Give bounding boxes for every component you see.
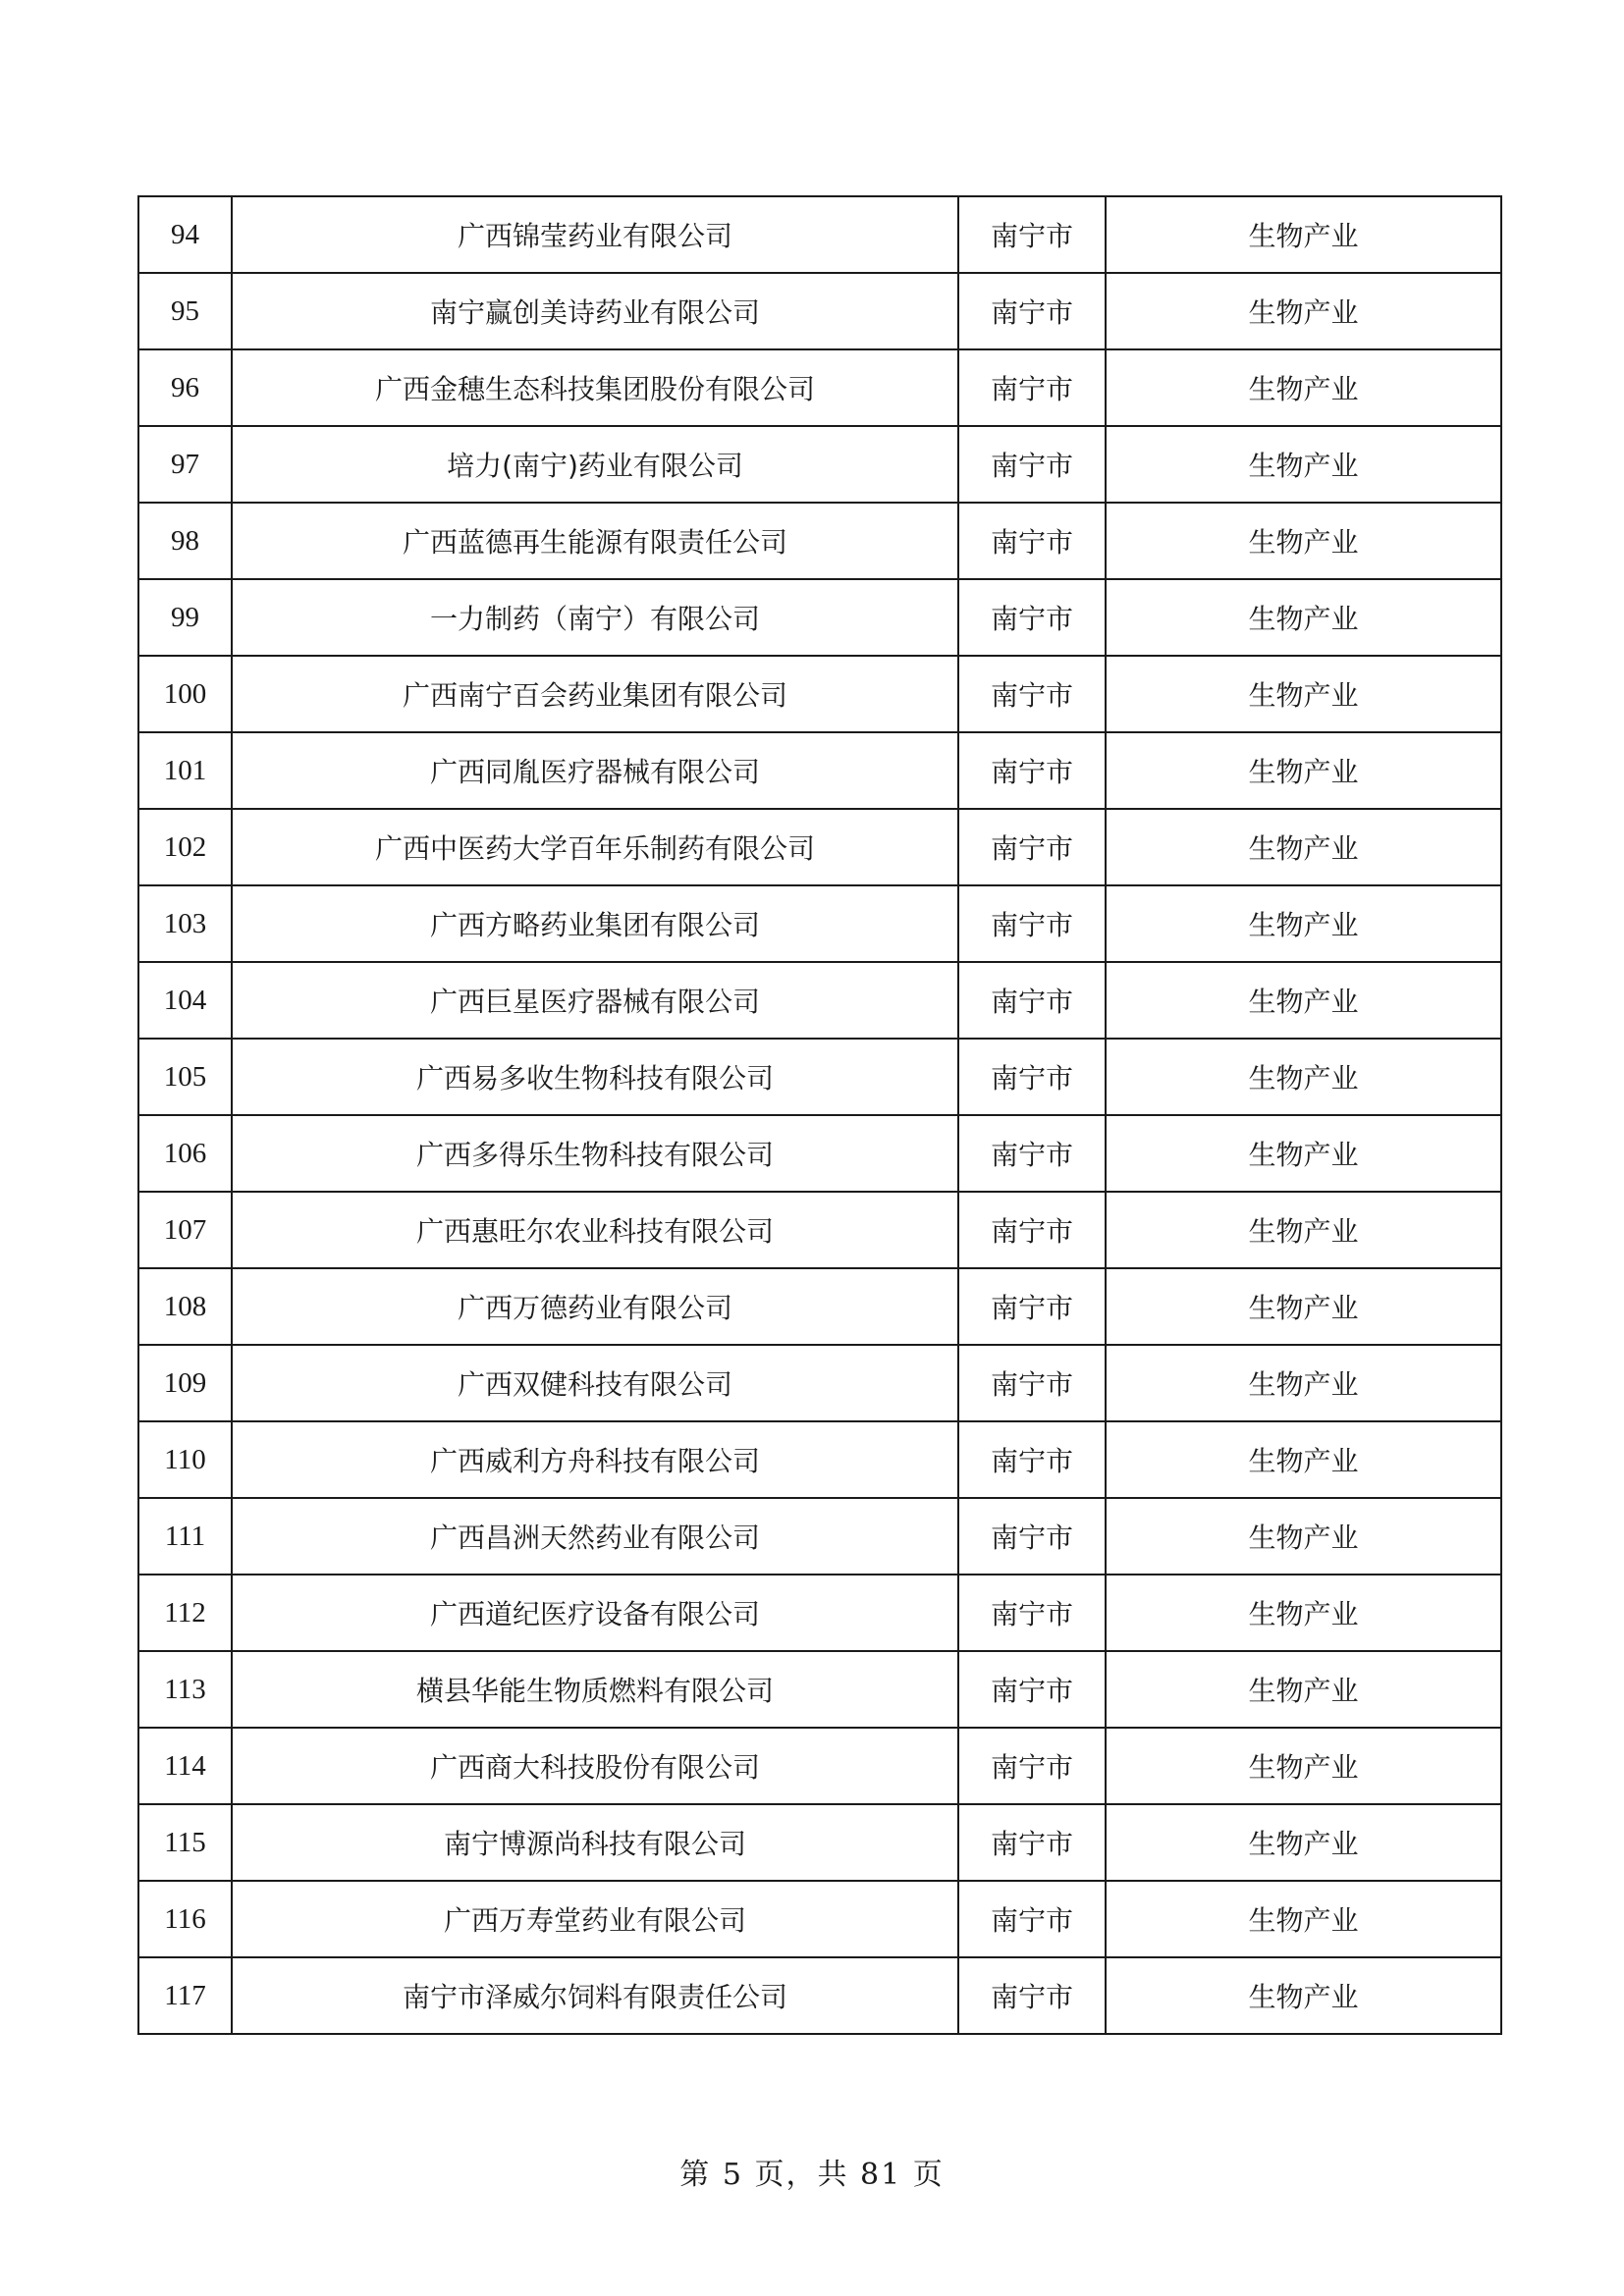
cell-city: 南宁市 — [958, 1039, 1106, 1115]
cell-industry: 生物产业 — [1106, 196, 1501, 273]
cell-industry: 生物产业 — [1106, 732, 1501, 809]
cell-city: 南宁市 — [958, 1345, 1106, 1421]
cell-industry: 生物产业 — [1106, 273, 1501, 349]
table-row — [138, 1115, 1501, 1192]
cell-company-name: 广西中医药大学百年乐制药有限公司 — [232, 809, 958, 885]
cell-company-name: 南宁博源尚科技有限公司 — [232, 1804, 958, 1881]
cell-company-name: 广西锦莹药业有限公司 — [232, 196, 958, 273]
table-row — [138, 1728, 1501, 1804]
cell-serial-number: 109 — [138, 1345, 232, 1421]
cell-serial-number: 107 — [138, 1192, 232, 1268]
table-row — [138, 1498, 1501, 1575]
cell-industry: 生物产业 — [1106, 1268, 1501, 1345]
cell-industry: 生物产业 — [1106, 1651, 1501, 1728]
cell-city: 南宁市 — [958, 1575, 1106, 1651]
cell-serial-number: 95 — [138, 273, 232, 349]
cell-industry: 生物产业 — [1106, 1881, 1501, 1957]
table-row — [138, 426, 1501, 503]
table-row — [138, 962, 1501, 1039]
cell-company-name: 广西道纪医疗设备有限公司 — [232, 1575, 958, 1651]
cell-industry: 生物产业 — [1106, 656, 1501, 732]
cell-serial-number: 102 — [138, 809, 232, 885]
table-row — [138, 196, 1501, 273]
cell-serial-number: 99 — [138, 579, 232, 656]
cell-city: 南宁市 — [958, 656, 1106, 732]
cell-industry: 生物产业 — [1106, 1345, 1501, 1421]
cell-company-name: 广西方略药业集团有限公司 — [232, 885, 958, 962]
cell-city: 南宁市 — [958, 732, 1106, 809]
cell-company-name: 广西金穗生态科技集团股份有限公司 — [232, 349, 958, 426]
cell-company-name: 广西同胤医疗器械有限公司 — [232, 732, 958, 809]
table-row — [138, 1345, 1501, 1421]
cell-serial-number: 108 — [138, 1268, 232, 1345]
cell-city: 南宁市 — [958, 1268, 1106, 1345]
cell-industry: 生物产业 — [1106, 426, 1501, 503]
cell-serial-number: 104 — [138, 962, 232, 1039]
cell-serial-number: 116 — [138, 1881, 232, 1957]
cell-company-name: 广西万德药业有限公司 — [232, 1268, 958, 1345]
table-row — [138, 732, 1501, 809]
cell-city: 南宁市 — [958, 579, 1106, 656]
table-row — [138, 885, 1501, 962]
cell-serial-number: 98 — [138, 503, 232, 579]
table-row — [138, 1192, 1501, 1268]
cell-city: 南宁市 — [958, 196, 1106, 273]
cell-city: 南宁市 — [958, 1192, 1106, 1268]
cell-city: 南宁市 — [958, 1498, 1106, 1575]
cell-company-name: 广西昌洲天然药业有限公司 — [232, 1498, 958, 1575]
cell-company-name: 广西威利方舟科技有限公司 — [232, 1421, 958, 1498]
table-row — [138, 1881, 1501, 1957]
table-row — [138, 349, 1501, 426]
cell-company-name: 广西易多收生物科技有限公司 — [232, 1039, 958, 1115]
cell-serial-number: 113 — [138, 1651, 232, 1728]
page-footer: 第 5 页，共 81 页 — [679, 2158, 945, 2192]
cell-industry: 生物产业 — [1106, 809, 1501, 885]
cell-industry: 生物产业 — [1106, 1957, 1501, 2034]
cell-company-name: 南宁赢创美诗药业有限公司 — [232, 273, 958, 349]
cell-city: 南宁市 — [958, 962, 1106, 1039]
cell-serial-number: 114 — [138, 1728, 232, 1804]
table-row — [138, 1957, 1501, 2034]
cell-company-name: 培力(南宁)药业有限公司 — [232, 426, 958, 503]
cell-company-name: 广西商大科技股份有限公司 — [232, 1728, 958, 1804]
table-body — [138, 196, 1501, 2034]
table-row — [138, 809, 1501, 885]
cell-serial-number: 103 — [138, 885, 232, 962]
table-row — [138, 656, 1501, 732]
cell-company-name: 广西南宁百会药业集团有限公司 — [232, 656, 958, 732]
cell-company-name: 广西蓝德再生能源有限责任公司 — [232, 503, 958, 579]
cell-city: 南宁市 — [958, 1728, 1106, 1804]
cell-city: 南宁市 — [958, 273, 1106, 349]
cell-city: 南宁市 — [958, 885, 1106, 962]
cell-city: 南宁市 — [958, 426, 1106, 503]
cell-company-name: 广西巨星医疗器械有限公司 — [232, 962, 958, 1039]
cell-industry: 生物产业 — [1106, 1421, 1501, 1498]
cell-serial-number: 96 — [138, 349, 232, 426]
company-table — [137, 195, 1502, 2035]
table-row — [138, 1268, 1501, 1345]
cell-industry: 生物产业 — [1106, 1039, 1501, 1115]
cell-industry: 生物产业 — [1106, 962, 1501, 1039]
cell-industry: 生物产业 — [1106, 1498, 1501, 1575]
cell-company-name: 广西多得乐生物科技有限公司 — [232, 1115, 958, 1192]
cell-serial-number: 101 — [138, 732, 232, 809]
cell-serial-number: 106 — [138, 1115, 232, 1192]
cell-city: 南宁市 — [958, 503, 1106, 579]
table-row — [138, 1651, 1501, 1728]
table-row — [138, 1804, 1501, 1881]
cell-city: 南宁市 — [958, 1651, 1106, 1728]
table-row — [138, 1039, 1501, 1115]
cell-serial-number: 94 — [138, 196, 232, 273]
cell-industry: 生物产业 — [1106, 1804, 1501, 1881]
cell-industry: 生物产业 — [1106, 1192, 1501, 1268]
cell-serial-number: 105 — [138, 1039, 232, 1115]
table-row — [138, 1421, 1501, 1498]
cell-city: 南宁市 — [958, 1421, 1106, 1498]
table-row — [138, 503, 1501, 579]
cell-industry: 生物产业 — [1106, 885, 1501, 962]
table-row — [138, 1575, 1501, 1651]
cell-company-name: 广西惠旺尔农业科技有限公司 — [232, 1192, 958, 1268]
cell-company-name: 广西双健科技有限公司 — [232, 1345, 958, 1421]
cell-serial-number: 117 — [138, 1957, 232, 2034]
cell-serial-number: 97 — [138, 426, 232, 503]
cell-city: 南宁市 — [958, 809, 1106, 885]
cell-company-name: 南宁市泽威尔饲料有限责任公司 — [232, 1957, 958, 2034]
cell-city: 南宁市 — [958, 1881, 1106, 1957]
cell-company-name: 广西万寿堂药业有限公司 — [232, 1881, 958, 1957]
cell-industry: 生物产业 — [1106, 1575, 1501, 1651]
cell-company-name: 一力制药（南宁）有限公司 — [232, 579, 958, 656]
cell-industry: 生物产业 — [1106, 579, 1501, 656]
table-row — [138, 273, 1501, 349]
cell-city: 南宁市 — [958, 1804, 1106, 1881]
table-row — [138, 579, 1501, 656]
cell-city: 南宁市 — [958, 349, 1106, 426]
cell-serial-number: 115 — [138, 1804, 232, 1881]
cell-serial-number: 112 — [138, 1575, 232, 1651]
cell-industry: 生物产业 — [1106, 1115, 1501, 1192]
cell-serial-number: 110 — [138, 1421, 232, 1498]
cell-serial-number: 100 — [138, 656, 232, 732]
cell-serial-number: 111 — [138, 1498, 232, 1575]
cell-industry: 生物产业 — [1106, 503, 1501, 579]
cell-city: 南宁市 — [958, 1115, 1106, 1192]
cell-industry: 生物产业 — [1106, 349, 1501, 426]
cell-industry: 生物产业 — [1106, 1728, 1501, 1804]
cell-city: 南宁市 — [958, 1957, 1106, 2034]
cell-company-name: 横县华能生物质燃料有限公司 — [232, 1651, 958, 1728]
